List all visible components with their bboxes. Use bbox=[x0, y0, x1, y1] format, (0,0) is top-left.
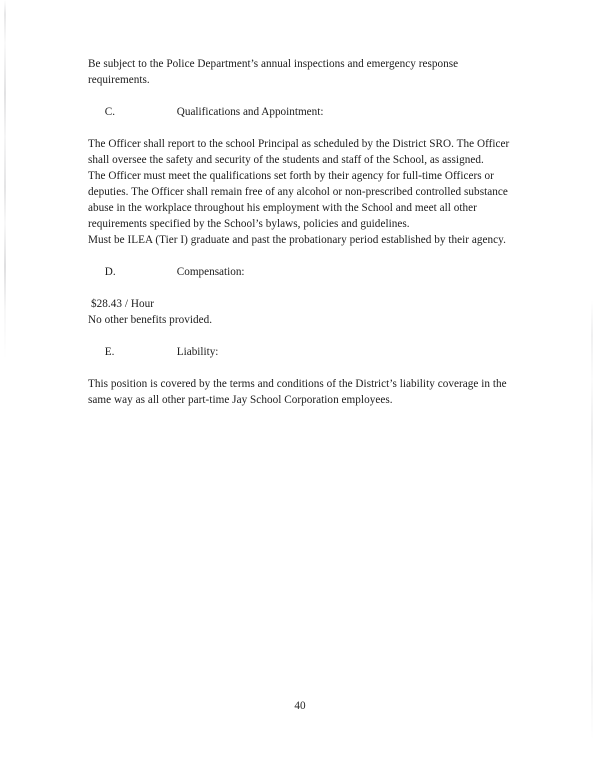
document-text-column bbox=[88, 56, 520, 408]
section-letter-d: D. bbox=[104, 266, 116, 278]
section-title-liability: Liability: bbox=[176, 346, 219, 358]
scan-artifact-right-edge bbox=[591, 300, 593, 740]
paragraph-liability-coverage: This position is covered by the terms and conditions of the District’s liability coverage in the same way as all other part-time Jay School Corporation employees. bbox=[88, 378, 507, 406]
paragraph-no-other-benefits: No other benefits provided. bbox=[88, 314, 213, 326]
section-title-qualifications-and-appointment: Qualifications and Appointment: bbox=[176, 106, 324, 118]
paragraph-officer-qualifications: The Officer must meet the qualifications set forth by their agency for full-time Officers or deputies. The Officer shall remain free of any alcohol or non-prescribed controlled substance abuse in the workplace throughout his employment with the School and meet all other requirements specified by the School’s bylaws, policies and guidelines. bbox=[88, 170, 508, 230]
scan-artifact-left-edge bbox=[4, 0, 6, 360]
section-heading-e bbox=[88, 328, 520, 376]
section-letter-e: E. bbox=[104, 346, 115, 358]
paragraph-officer-reporting: The Officer shall report to the school Principal as scheduled by the District SRO. The Officer shall oversee the safety and security of the students and staff of the School, as assigned. bbox=[88, 138, 510, 166]
section-heading-d bbox=[88, 248, 520, 296]
paragraph-hourly-rate: $28.43 / Hour bbox=[91, 298, 154, 310]
section-heading-c bbox=[88, 88, 520, 136]
section-title-compensation: Compensation: bbox=[176, 266, 245, 278]
paragraph-intro: Be subject to the Police Department’s annual inspections and emergency response requirements. bbox=[88, 58, 459, 86]
paragraph-ilea-requirement: Must be ILEA (Tier I) graduate and past the probationary period established by their agency. bbox=[88, 234, 506, 246]
section-letter-c: C. bbox=[104, 106, 116, 118]
page-number: 40 bbox=[294, 700, 306, 712]
